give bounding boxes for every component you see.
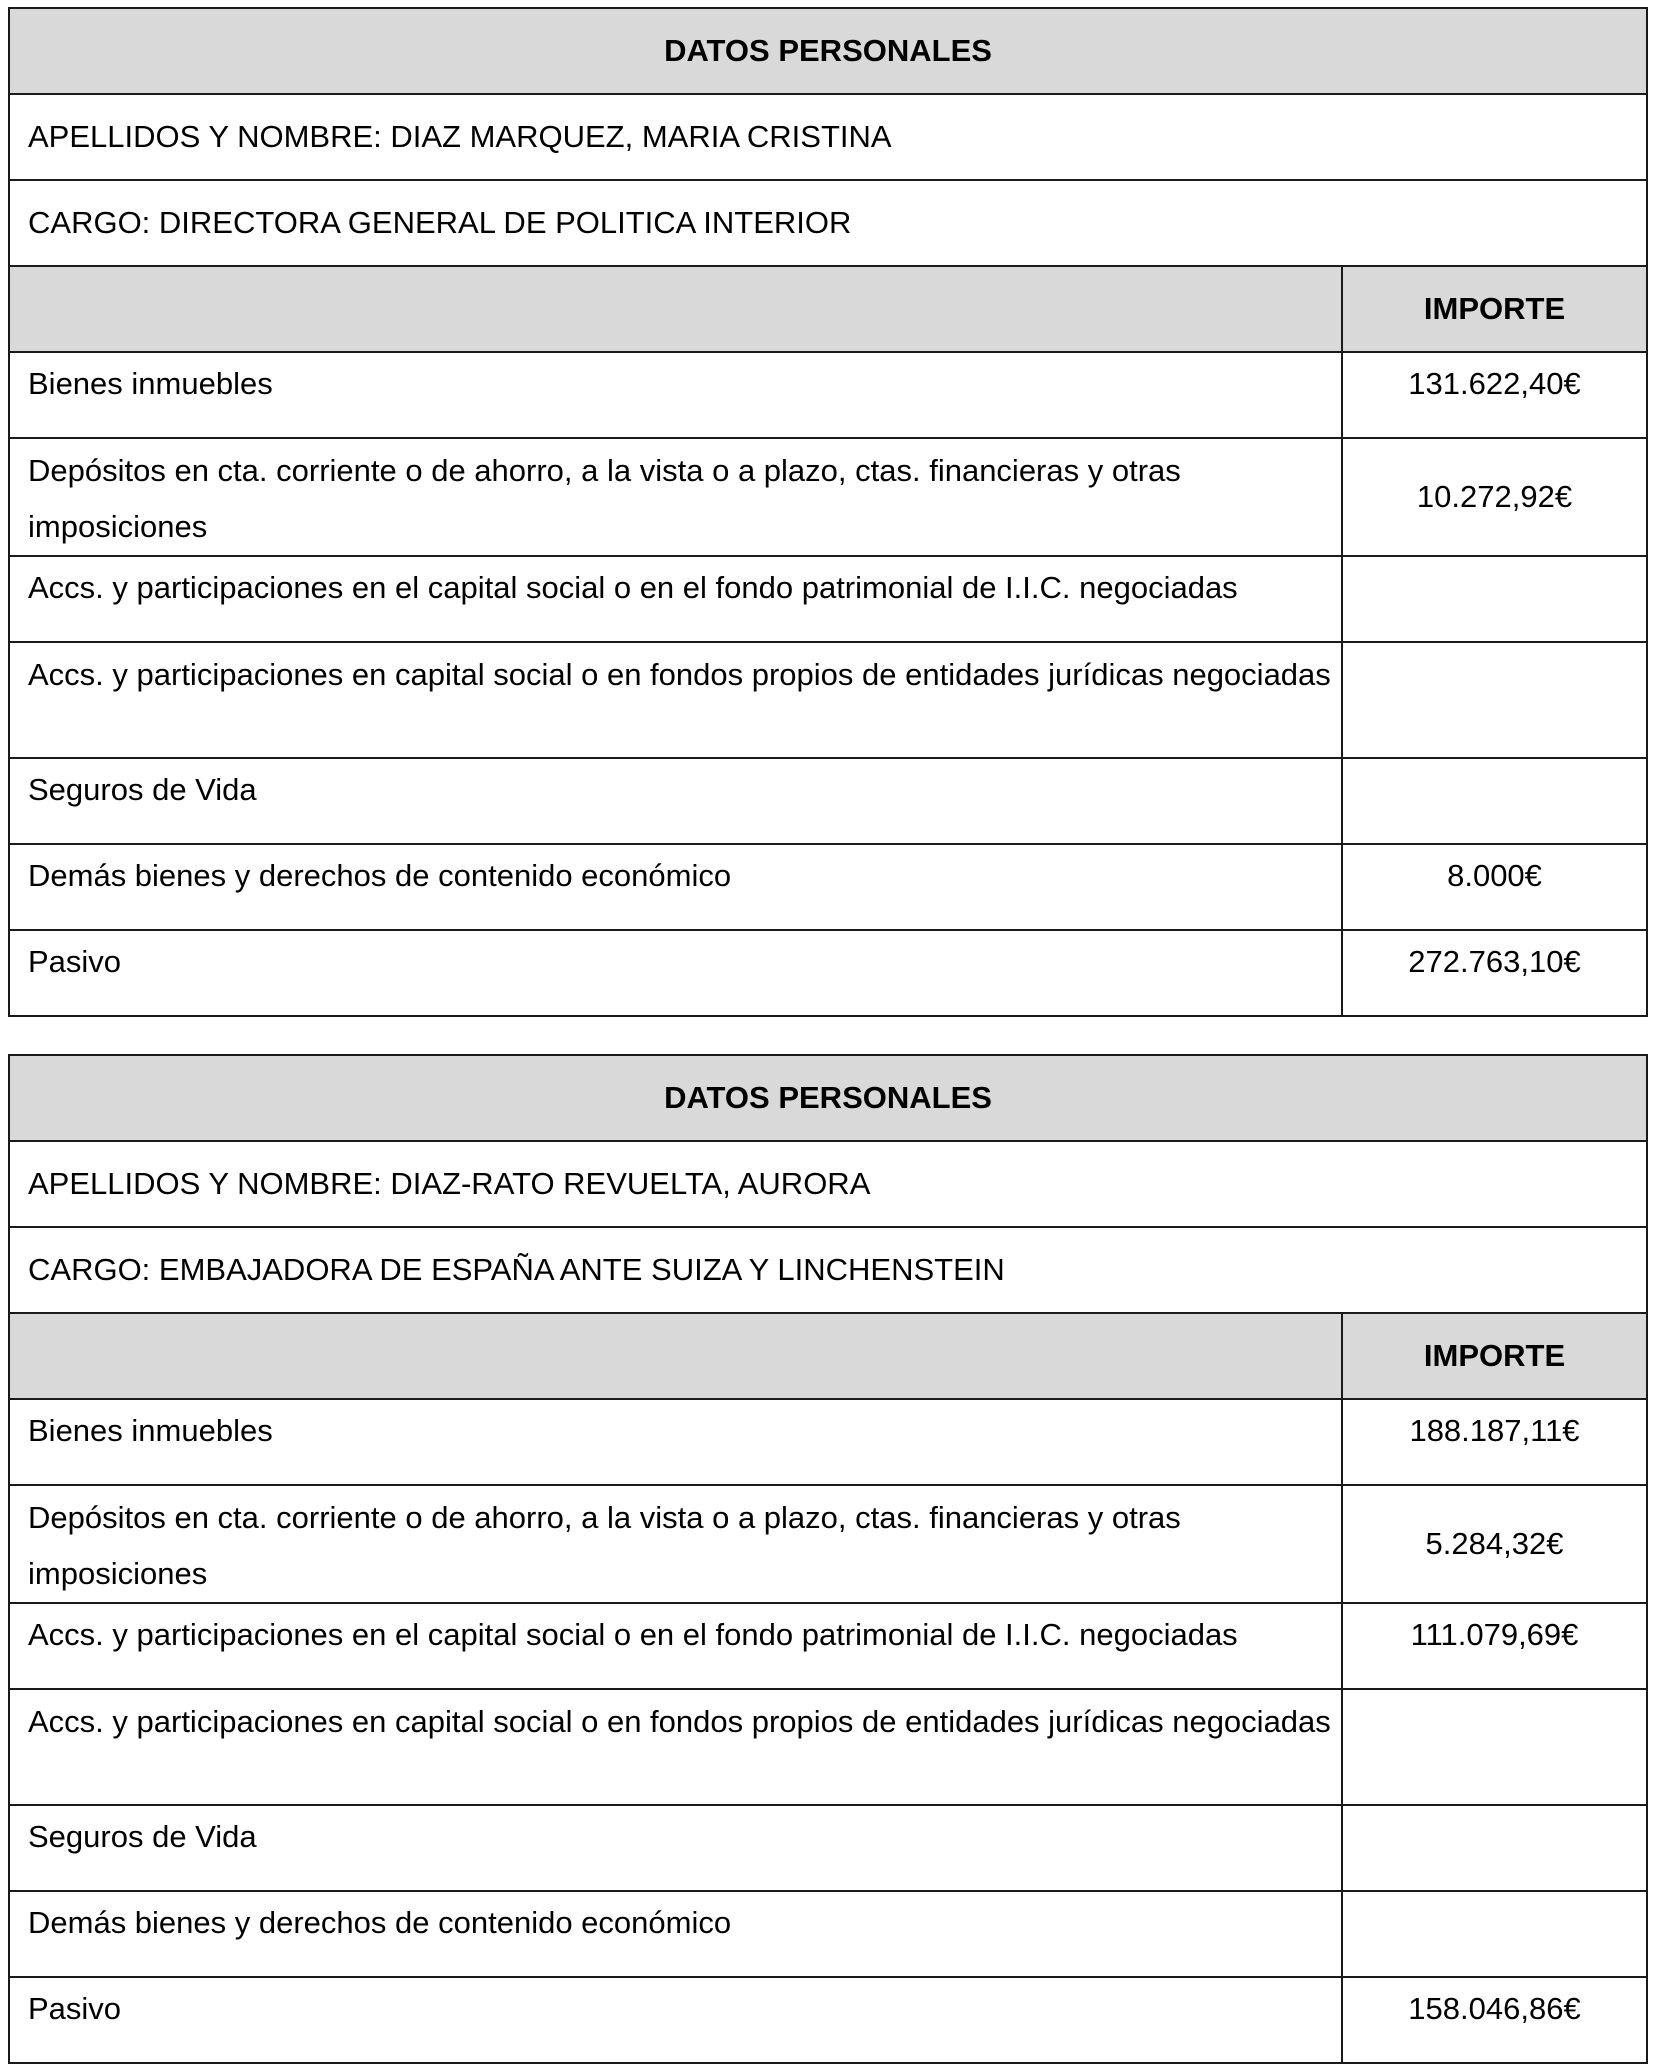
- table-row: [9, 438, 1647, 556]
- table-row: [9, 1485, 1647, 1603]
- row-value: 10.272,92€: [1342, 438, 1647, 556]
- cargo-line: CARGO: EMBAJADORA DE ESPAÑA ANTE SUIZA Y LINCHENSTEIN: [9, 1227, 1647, 1313]
- row-value: 158.046,86€: [1342, 1977, 1647, 2063]
- importe-header: IMPORTE: [1342, 266, 1647, 352]
- row-value: 272.763,10€: [1342, 930, 1647, 1016]
- row-label: Pasivo: [9, 1977, 1342, 2063]
- row-value: 131.622,40€: [1342, 352, 1647, 438]
- table-row: [9, 352, 1647, 438]
- row-value: [1342, 1689, 1647, 1805]
- table-row: [9, 1603, 1647, 1689]
- row-label: Bienes inmuebles: [9, 1399, 1342, 1485]
- section-title: DATOS PERSONALES: [9, 8, 1647, 94]
- row-label: Accs. y participaciones en el capital social o en el fondo patrimonial de I.I.C. negociadas: [9, 1603, 1342, 1689]
- row-value: 111.079,69€: [1342, 1603, 1647, 1689]
- row-label: Accs. y participaciones en el capital social o en el fondo patrimonial de I.I.C. negociadas: [9, 556, 1342, 642]
- concept-header-cell: [9, 1313, 1342, 1399]
- row-value: [1342, 556, 1647, 642]
- table-row: [9, 1805, 1647, 1891]
- row-label: Accs. y participaciones en capital social o en fondos propios de entidades jurídicas negociadas: [9, 1689, 1342, 1805]
- table-row: [9, 844, 1647, 930]
- row-value: [1342, 758, 1647, 844]
- table-row: [9, 1977, 1647, 2063]
- row-value: 8.000€: [1342, 844, 1647, 930]
- table-row: [9, 1399, 1647, 1485]
- row-value: 188.187,11€: [1342, 1399, 1647, 1485]
- name-line: APELLIDOS Y NOMBRE: DIAZ-RATO REVUELTA, AURORA: [9, 1141, 1647, 1227]
- table-row: [9, 1689, 1647, 1805]
- importe-header: IMPORTE: [1342, 1313, 1647, 1399]
- row-label: Seguros de Vida: [9, 758, 1342, 844]
- name-line: APELLIDOS Y NOMBRE: DIAZ MARQUEZ, MARIA CRISTINA: [9, 94, 1647, 180]
- table-row: [9, 1891, 1647, 1977]
- row-value: [1342, 642, 1647, 758]
- row-label: Seguros de Vida: [9, 1805, 1342, 1891]
- row-label: Bienes inmuebles: [9, 352, 1342, 438]
- row-label: Depósitos en cta. corriente o de ahorro, a la vista o a plazo, ctas. financieras y otras imposiciones: [9, 1485, 1342, 1603]
- table-row: [9, 556, 1647, 642]
- table-row: [9, 642, 1647, 758]
- table-row: [9, 758, 1647, 844]
- section-title: DATOS PERSONALES: [9, 1055, 1647, 1141]
- row-value: [1342, 1805, 1647, 1891]
- row-label: Demás bienes y derechos de contenido económico: [9, 1891, 1342, 1977]
- concept-header-cell: [9, 266, 1342, 352]
- declaration-table-1: [8, 7, 1648, 1017]
- row-label: Demás bienes y derechos de contenido económico: [9, 844, 1342, 930]
- cargo-line: CARGO: DIRECTORA GENERAL DE POLITICA INTERIOR: [9, 180, 1647, 266]
- row-value: 5.284,32€: [1342, 1485, 1647, 1603]
- table-row: [9, 930, 1647, 1016]
- row-label: Accs. y participaciones en capital social o en fondos propios de entidades jurídicas negociadas: [9, 642, 1342, 758]
- row-label: Pasivo: [9, 930, 1342, 1016]
- row-label: Depósitos en cta. corriente o de ahorro, a la vista o a plazo, ctas. financieras y otras imposiciones: [9, 438, 1342, 556]
- declaration-table-2: [8, 1054, 1648, 2064]
- row-value: [1342, 1891, 1647, 1977]
